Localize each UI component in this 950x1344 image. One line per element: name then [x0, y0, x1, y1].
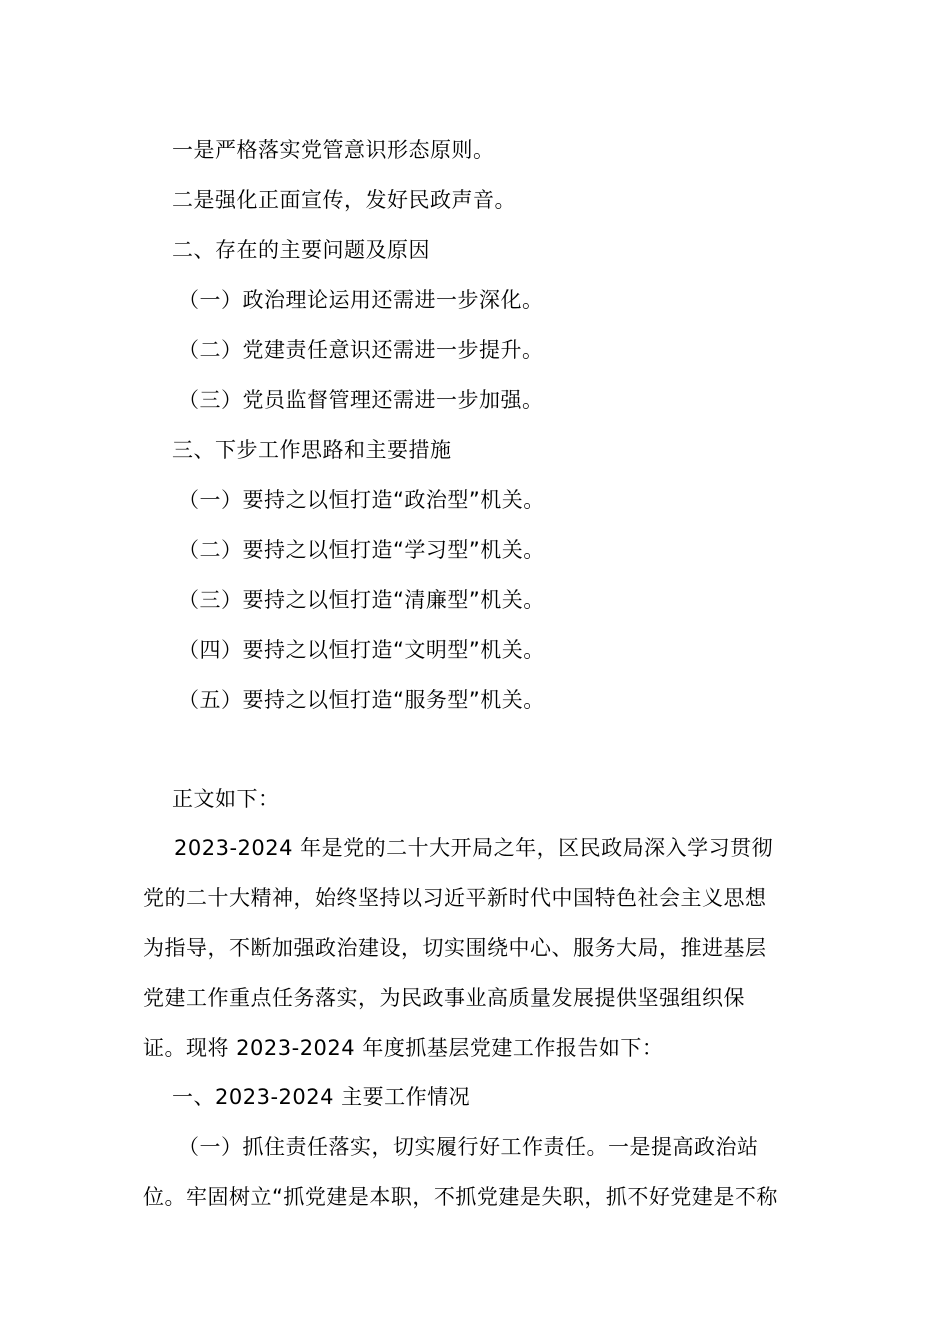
outline-line: （五）要持之以恒打造“服务型”机关。 [178, 688, 545, 712]
paragraph-line: 为指导，不断加强政治建设，切实围绕中心、服务大局，推进基层 [143, 936, 767, 960]
paragraph-line: 2023-2024 年是党的二十大开局之年，区民政局深入学习贯彻 [174, 836, 774, 860]
outline-line: （三）党员监督管理还需进一步加强。 [178, 388, 544, 412]
section-heading: 一、2023-2024 主要工作情况 [172, 1085, 471, 1109]
outline-line: （一）要持之以恒打造“政治型”机关。 [178, 488, 545, 512]
outline-line: （三）要持之以恒打造“清廉型”机关。 [178, 588, 545, 612]
outline-line: 二是强化正面宣传，发好民政声音。 [172, 188, 516, 212]
paragraph-line: 党的二十大精神，始终坚持以习近平新时代中国特色社会主义思想 [143, 886, 767, 910]
outline-line: （二）要持之以恒打造“学习型”机关。 [178, 538, 545, 562]
outline-line: （四）要持之以恒打造“文明型”机关。 [178, 638, 545, 662]
paragraph-line: 党建工作重点任务落实，为民政事业高质量发展提供坚强组织保 [143, 986, 745, 1010]
section-heading: 二、存在的主要问题及原因 [172, 238, 430, 262]
paragraph-line: （一）抓住责任落实，切实履行好工作责任。一是提高政治站 [178, 1135, 759, 1159]
outline-line: 一是严格落实党管意识形态原则。 [172, 138, 495, 162]
body-intro: 正文如下： [172, 787, 280, 811]
section-heading: 三、下步工作思路和主要措施 [172, 438, 452, 462]
paragraph-line: 证。现将 2023-2024 年度抓基层党建工作报告如下： [143, 1036, 664, 1060]
outline-line: （一）政治理论运用还需进一步深化。 [178, 288, 544, 312]
paragraph-line: 位。牢固树立“抓党建是本职，不抓党建是失职，抓不好党建是不称 [143, 1185, 778, 1209]
outline-line: （二）党建责任意识还需进一步提升。 [178, 338, 544, 362]
